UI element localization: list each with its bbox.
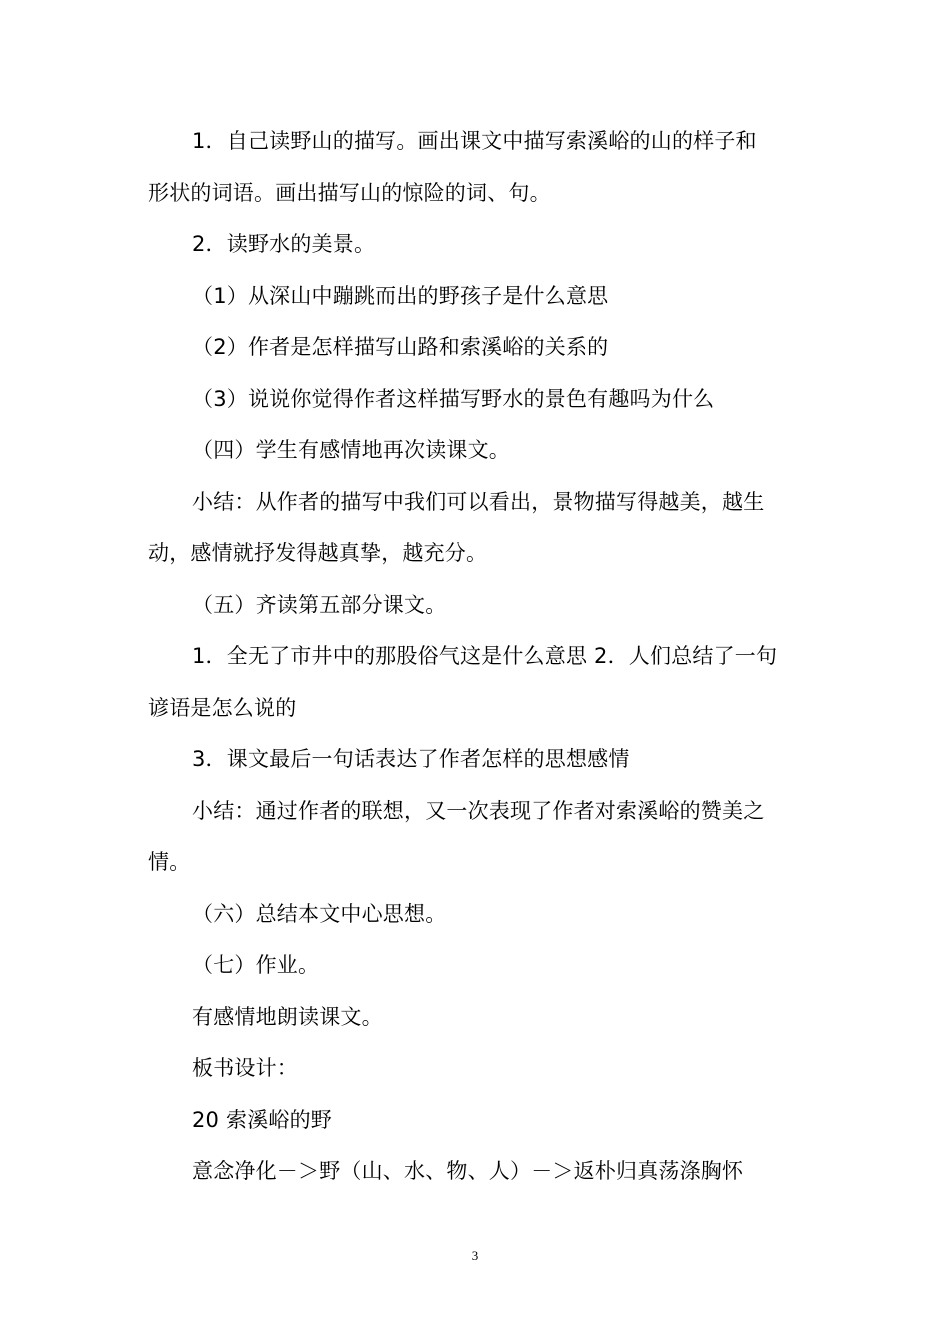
text-line: 动，感情就抒发得越真挚，越充分。 [148,541,488,565]
text-line: 情。 [148,850,191,874]
text-line: （1）从深山中蹦跳而出的野孩子是什么意思 [192,283,609,308]
text-line: （2）作者是怎样描写山路和索溪峪的关系的 [192,335,609,359]
page-number: 3 [471,1248,479,1263]
text-line: 1．全无了市井中的那股俗气这是什么意思 2．人们总结了一句 [192,644,778,668]
text-line: （六）总结本文中心思想。 [192,901,447,926]
text-line: （3）说说你觉得作者这样描写野水的景色有趣吗为什么 [192,386,715,411]
text-line: 谚语是怎么说的 [148,695,297,720]
board-design-flow: 意念净化－＞野（山、水、物、人）－＞返朴归真荡涤胸怀 [192,1159,744,1183]
board-design-title: 20 索溪峪的野 [192,1107,332,1132]
text-line: 小结：通过作者的联想，又一次表现了作者对索溪峪的赞美之 [192,798,765,823]
text-line: 2．读野水的美景。 [192,232,376,256]
document-body [148,116,808,1198]
text-line: 1．自己读野山的描写。画出课文中描写索溪峪的山的样子和 [192,129,757,153]
text-line: 小结：从作者的描写中我们可以看出，景物描写得越美，越生 [192,489,765,514]
text-line: 有感情地朗读课文。 [192,1004,383,1029]
text-line: （四）学生有感情地再次读课文。 [192,438,510,462]
text-line: 形状的词语。画出描写山的惊险的词、句。 [148,180,551,205]
text-line: （五）齐读第五部分课文。 [192,592,447,617]
text-line: （七）作业。 [192,953,320,977]
text-line: 3．课文最后一句话表达了作者怎样的思想感情 [192,747,630,771]
board-design-heading: 板书设计： [192,1056,298,1080]
